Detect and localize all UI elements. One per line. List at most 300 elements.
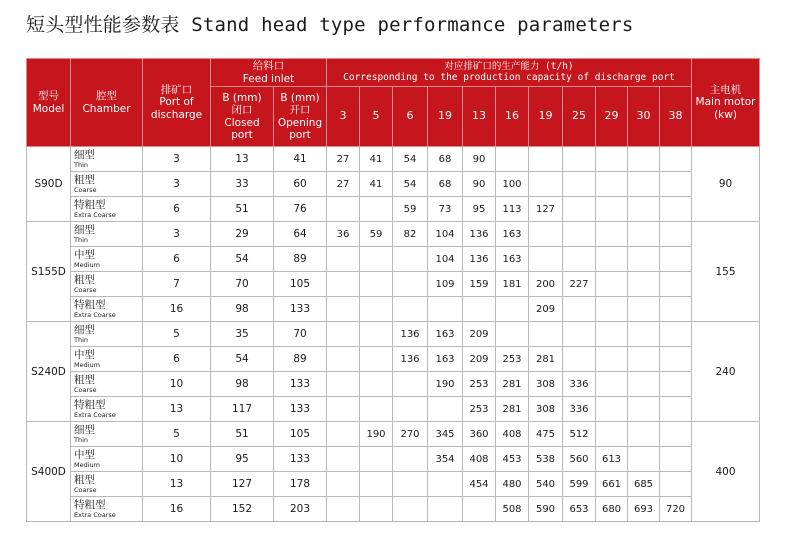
motor-header: 主电机 Main motor (kw) — [692, 59, 760, 147]
capacity-header: 对应排矿口的生产能力 (t/h) Corresponding to the production capacity of discharge port — [327, 59, 692, 87]
table-header — [27, 59, 760, 147]
chamber-zh: 特粗型 — [74, 398, 106, 411]
capacity-cell — [628, 147, 660, 172]
capacity-cell — [628, 422, 660, 447]
table-row — [27, 247, 760, 272]
chamber-en: Coarse — [74, 486, 97, 494]
capacity-cell: 95 — [463, 197, 496, 222]
capacity-cell — [360, 472, 393, 497]
port-cell: 10 — [143, 372, 211, 397]
table-row — [27, 197, 760, 222]
closed-port-cell: 70 — [211, 272, 274, 297]
chamber-en: Thin — [74, 236, 89, 244]
port-cell: 3 — [143, 172, 211, 197]
capacity-cell: 73 — [428, 197, 463, 222]
discharge-port-header: 30 — [628, 87, 660, 147]
closed-port-cell: 33 — [211, 172, 274, 197]
capacity-cell: 360 — [463, 422, 496, 447]
port-cell: 16 — [143, 497, 211, 522]
opening-port-cell: 89 — [274, 247, 327, 272]
capacity-cell: 408 — [463, 447, 496, 472]
feed-inlet-header: 给料口 Feed inlet — [211, 59, 327, 87]
chamber-zh: 特粗型 — [74, 198, 106, 211]
capacity-cell — [628, 247, 660, 272]
model-header: 型号 Model — [27, 59, 71, 147]
capacity-cell — [327, 297, 360, 322]
model-cell: S400D — [27, 422, 71, 522]
discharge-port-header: 16 — [496, 87, 529, 147]
capacity-cell — [596, 397, 628, 422]
discharge-port-header: 3 — [327, 87, 360, 147]
capacity-cell — [660, 172, 692, 197]
closed-port-cell: 98 — [211, 297, 274, 322]
port-cell: 5 — [143, 422, 211, 447]
motor-cell: 90 — [692, 147, 760, 222]
port-cell: 6 — [143, 197, 211, 222]
capacity-cell — [393, 497, 428, 522]
table-row — [27, 147, 760, 172]
capacity-cell — [393, 472, 428, 497]
capacity-cell: 480 — [496, 472, 529, 497]
capacity-cell: 281 — [529, 347, 563, 372]
capacity-cell: 127 — [529, 197, 563, 222]
chamber-en: Medium — [74, 461, 100, 469]
chamber-en: Extra Coarse — [74, 511, 116, 519]
capacity-cell: 113 — [496, 197, 529, 222]
chamber-cell — [71, 197, 143, 222]
capacity-cell: 54 — [393, 147, 428, 172]
capacity-cell — [660, 222, 692, 247]
closed-port-cell: 98 — [211, 372, 274, 397]
discharge-port-header: 19 — [428, 87, 463, 147]
discharge-port-header: 6 — [393, 87, 428, 147]
capacity-cell: 159 — [463, 272, 496, 297]
chamber-zh: 细型 — [74, 323, 95, 336]
closed-port-cell: 51 — [211, 422, 274, 447]
table-row — [27, 497, 760, 522]
port-header: 排矿口 Port of discharge — [143, 59, 211, 147]
capacity-cell — [563, 322, 596, 347]
capacity-cell — [463, 497, 496, 522]
capacity-cell — [327, 447, 360, 472]
page-title: 短头型性能参数表 Stand head type performance parameters — [26, 14, 634, 36]
closed-port-cell: 117 — [211, 397, 274, 422]
capacity-cell: 613 — [596, 447, 628, 472]
table-row — [27, 272, 760, 297]
closed-port-cell: 54 — [211, 347, 274, 372]
capacity-cell: 90 — [463, 172, 496, 197]
capacity-cell — [596, 297, 628, 322]
capacity-cell — [360, 247, 393, 272]
capacity-cell — [428, 497, 463, 522]
capacity-cell — [563, 347, 596, 372]
capacity-cell: 512 — [563, 422, 596, 447]
chamber-cell — [71, 497, 143, 522]
capacity-cell — [393, 297, 428, 322]
table-row — [27, 172, 760, 197]
capacity-cell: 336 — [563, 372, 596, 397]
opening-port-header: B (mm) 开口 Opening port — [274, 87, 327, 147]
capacity-cell: 90 — [463, 147, 496, 172]
capacity-cell: 136 — [463, 222, 496, 247]
capacity-cell — [529, 222, 563, 247]
capacity-cell: 336 — [563, 397, 596, 422]
closed-port-cell: 13 — [211, 147, 274, 172]
capacity-cell — [563, 147, 596, 172]
opening-port-cell: 64 — [274, 222, 327, 247]
capacity-cell: 590 — [529, 497, 563, 522]
capacity-cell — [660, 322, 692, 347]
chamber-cell — [71, 397, 143, 422]
chamber-zh: 细型 — [74, 148, 95, 161]
capacity-cell — [596, 422, 628, 447]
capacity-cell — [428, 397, 463, 422]
capacity-cell: 136 — [393, 322, 428, 347]
capacity-cell — [660, 272, 692, 297]
chamber-cell — [71, 147, 143, 172]
model-cell: S155D — [27, 222, 71, 322]
chamber-cell — [71, 322, 143, 347]
capacity-cell — [529, 247, 563, 272]
capacity-cell — [327, 347, 360, 372]
chamber-zh: 细型 — [74, 423, 95, 436]
capacity-cell — [563, 172, 596, 197]
capacity-cell: 190 — [360, 422, 393, 447]
capacity-cell — [563, 222, 596, 247]
capacity-cell: 104 — [428, 222, 463, 247]
chamber-en: Medium — [74, 361, 100, 369]
capacity-cell — [660, 347, 692, 372]
chamber-cell — [71, 347, 143, 372]
capacity-cell — [393, 247, 428, 272]
capacity-cell — [496, 147, 529, 172]
capacity-cell: 720 — [660, 497, 692, 522]
chamber-cell — [71, 297, 143, 322]
capacity-cell — [393, 397, 428, 422]
capacity-cell — [327, 397, 360, 422]
closed-port-cell: 35 — [211, 322, 274, 347]
opening-port-cell: 178 — [274, 472, 327, 497]
chamber-cell — [71, 172, 143, 197]
capacity-cell — [327, 497, 360, 522]
capacity-cell — [628, 447, 660, 472]
capacity-cell: 653 — [563, 497, 596, 522]
chamber-en: Extra Coarse — [74, 211, 116, 219]
port-cell: 6 — [143, 247, 211, 272]
chamber-en: Thin — [74, 161, 89, 169]
discharge-port-header: 19 — [529, 87, 563, 147]
capacity-cell — [628, 297, 660, 322]
capacity-cell — [660, 297, 692, 322]
chamber-en: Extra Coarse — [74, 411, 116, 419]
capacity-cell: 209 — [529, 297, 563, 322]
capacity-cell: 408 — [496, 422, 529, 447]
chamber-cell — [71, 422, 143, 447]
capacity-cell — [360, 397, 393, 422]
opening-port-cell: 133 — [274, 372, 327, 397]
capacity-cell — [660, 247, 692, 272]
capacity-cell: 181 — [496, 272, 529, 297]
capacity-cell — [596, 322, 628, 347]
capacity-cell — [327, 272, 360, 297]
table-row — [27, 397, 760, 422]
capacity-cell — [360, 197, 393, 222]
capacity-cell: 27 — [327, 172, 360, 197]
table-row — [27, 422, 760, 447]
chamber-en: Thin — [74, 436, 89, 444]
capacity-cell — [660, 447, 692, 472]
capacity-cell — [660, 372, 692, 397]
table-row — [27, 297, 760, 322]
capacity-cell: 163 — [428, 322, 463, 347]
opening-port-cell: 89 — [274, 347, 327, 372]
capacity-cell: 104 — [428, 247, 463, 272]
capacity-cell: 227 — [563, 272, 596, 297]
motor-cell: 155 — [692, 222, 760, 322]
capacity-cell — [428, 472, 463, 497]
capacity-cell: 253 — [463, 397, 496, 422]
table-row — [27, 322, 760, 347]
chamber-en: Coarse — [74, 186, 97, 194]
capacity-cell — [628, 172, 660, 197]
opening-port-cell: 133 — [274, 447, 327, 472]
capacity-cell — [327, 322, 360, 347]
motor-cell: 400 — [692, 422, 760, 522]
capacity-cell — [563, 197, 596, 222]
chamber-cell — [71, 222, 143, 247]
capacity-cell — [360, 297, 393, 322]
capacity-cell — [596, 372, 628, 397]
capacity-cell: 68 — [428, 172, 463, 197]
chamber-cell — [71, 472, 143, 497]
chamber-en: Medium — [74, 261, 100, 269]
chamber-cell — [71, 247, 143, 272]
chamber-zh: 粗型 — [74, 473, 95, 486]
opening-port-cell: 105 — [274, 272, 327, 297]
port-cell: 16 — [143, 297, 211, 322]
table-row — [27, 472, 760, 497]
capacity-cell: 209 — [463, 347, 496, 372]
capacity-cell — [596, 222, 628, 247]
chamber-zh: 细型 — [74, 223, 95, 236]
capacity-cell — [628, 222, 660, 247]
capacity-cell — [496, 322, 529, 347]
capacity-cell — [360, 272, 393, 297]
chamber-zh: 特粗型 — [74, 298, 106, 311]
capacity-cell — [529, 322, 563, 347]
capacity-cell — [327, 247, 360, 272]
port-cell: 13 — [143, 472, 211, 497]
capacity-cell: 163 — [428, 347, 463, 372]
capacity-cell: 599 — [563, 472, 596, 497]
capacity-cell: 345 — [428, 422, 463, 447]
capacity-cell — [563, 247, 596, 272]
opening-port-cell: 41 — [274, 147, 327, 172]
capacity-cell: 54 — [393, 172, 428, 197]
capacity-cell — [660, 197, 692, 222]
capacity-cell: 109 — [428, 272, 463, 297]
discharge-port-header: 5 — [360, 87, 393, 147]
capacity-cell: 136 — [393, 347, 428, 372]
capacity-cell: 661 — [596, 472, 628, 497]
capacity-cell: 475 — [529, 422, 563, 447]
discharge-port-header: 38 — [660, 87, 692, 147]
chamber-zh: 粗型 — [74, 373, 95, 386]
chamber-zh: 粗型 — [74, 273, 95, 286]
capacity-cell: 200 — [529, 272, 563, 297]
closed-port-cell: 152 — [211, 497, 274, 522]
capacity-cell — [360, 347, 393, 372]
capacity-cell — [596, 247, 628, 272]
closed-port-cell: 127 — [211, 472, 274, 497]
opening-port-cell: 133 — [274, 397, 327, 422]
capacity-cell: 41 — [360, 147, 393, 172]
capacity-cell: 308 — [529, 397, 563, 422]
capacity-cell — [628, 272, 660, 297]
chamber-zh: 中型 — [74, 348, 95, 361]
capacity-cell — [360, 322, 393, 347]
capacity-cell — [428, 297, 463, 322]
capacity-cell: 680 — [596, 497, 628, 522]
discharge-port-header: 13 — [463, 87, 496, 147]
discharge-port-header: 29 — [596, 87, 628, 147]
chamber-zh: 特粗型 — [74, 498, 106, 511]
table-row — [27, 372, 760, 397]
chamber-cell — [71, 372, 143, 397]
capacity-cell — [360, 447, 393, 472]
capacity-cell: 36 — [327, 222, 360, 247]
opening-port-cell: 70 — [274, 322, 327, 347]
capacity-cell — [660, 397, 692, 422]
opening-port-cell: 105 — [274, 422, 327, 447]
capacity-cell — [596, 147, 628, 172]
capacity-cell: 82 — [393, 222, 428, 247]
capacity-cell — [496, 297, 529, 322]
capacity-cell: 538 — [529, 447, 563, 472]
capacity-cell: 253 — [463, 372, 496, 397]
capacity-cell: 59 — [360, 222, 393, 247]
capacity-cell: 693 — [628, 497, 660, 522]
opening-port-cell: 133 — [274, 297, 327, 322]
capacity-cell: 354 — [428, 447, 463, 472]
capacity-cell: 209 — [463, 322, 496, 347]
chamber-en: Thin — [74, 336, 89, 344]
chamber-en: Coarse — [74, 286, 97, 294]
chamber-zh: 粗型 — [74, 173, 95, 186]
model-cell: S240D — [27, 322, 71, 422]
capacity-cell: 685 — [628, 472, 660, 497]
table-body — [27, 147, 760, 522]
capacity-cell — [529, 147, 563, 172]
port-cell: 7 — [143, 272, 211, 297]
capacity-cell: 68 — [428, 147, 463, 172]
capacity-cell: 540 — [529, 472, 563, 497]
port-cell: 3 — [143, 147, 211, 172]
chamber-cell — [71, 447, 143, 472]
chamber-zh: 中型 — [74, 248, 95, 261]
table-row — [27, 222, 760, 247]
capacity-cell — [463, 297, 496, 322]
capacity-cell: 163 — [496, 222, 529, 247]
capacity-cell — [628, 397, 660, 422]
capacity-cell: 560 — [563, 447, 596, 472]
port-cell: 3 — [143, 222, 211, 247]
capacity-cell — [327, 372, 360, 397]
closed-port-header: B (mm) 闭口 Closed port — [211, 87, 274, 147]
capacity-cell: 453 — [496, 447, 529, 472]
capacity-cell — [596, 197, 628, 222]
capacity-cell — [529, 172, 563, 197]
capacity-cell — [563, 297, 596, 322]
capacity-cell — [327, 472, 360, 497]
chamber-header: 腔型 Chamber — [71, 59, 143, 147]
discharge-port-header: 25 — [563, 87, 596, 147]
table-row — [27, 447, 760, 472]
capacity-cell: 281 — [496, 372, 529, 397]
closed-port-cell: 95 — [211, 447, 274, 472]
capacity-cell — [628, 372, 660, 397]
chamber-en: Extra Coarse — [74, 311, 116, 319]
capacity-cell — [660, 472, 692, 497]
capacity-cell — [596, 172, 628, 197]
capacity-cell: 190 — [428, 372, 463, 397]
capacity-cell — [360, 497, 393, 522]
chamber-zh: 中型 — [74, 448, 95, 461]
capacity-cell: 136 — [463, 247, 496, 272]
capacity-cell: 100 — [496, 172, 529, 197]
capacity-cell — [327, 197, 360, 222]
capacity-cell: 281 — [496, 397, 529, 422]
table-row — [27, 347, 760, 372]
chamber-cell — [71, 272, 143, 297]
capacity-cell: 308 — [529, 372, 563, 397]
capacity-cell — [393, 447, 428, 472]
capacity-cell — [596, 347, 628, 372]
capacity-cell — [327, 422, 360, 447]
opening-port-cell: 76 — [274, 197, 327, 222]
model-cell: S90D — [27, 147, 71, 222]
port-cell: 5 — [143, 322, 211, 347]
capacity-cell — [596, 272, 628, 297]
opening-port-cell: 60 — [274, 172, 327, 197]
closed-port-cell: 51 — [211, 197, 274, 222]
capacity-cell: 253 — [496, 347, 529, 372]
port-cell: 10 — [143, 447, 211, 472]
capacity-cell — [393, 372, 428, 397]
capacity-cell — [628, 197, 660, 222]
capacity-cell: 270 — [393, 422, 428, 447]
capacity-cell: 163 — [496, 247, 529, 272]
performance-table — [26, 58, 760, 522]
capacity-cell — [360, 372, 393, 397]
capacity-cell: 59 — [393, 197, 428, 222]
capacity-cell — [393, 272, 428, 297]
closed-port-cell: 54 — [211, 247, 274, 272]
opening-port-cell: 203 — [274, 497, 327, 522]
port-cell: 13 — [143, 397, 211, 422]
capacity-cell: 41 — [360, 172, 393, 197]
capacity-cell: 454 — [463, 472, 496, 497]
capacity-cell — [628, 322, 660, 347]
motor-cell: 240 — [692, 322, 760, 422]
capacity-cell — [660, 147, 692, 172]
capacity-cell: 508 — [496, 497, 529, 522]
closed-port-cell: 29 — [211, 222, 274, 247]
chamber-en: Coarse — [74, 386, 97, 394]
capacity-cell — [628, 347, 660, 372]
port-cell: 6 — [143, 347, 211, 372]
capacity-cell — [660, 422, 692, 447]
